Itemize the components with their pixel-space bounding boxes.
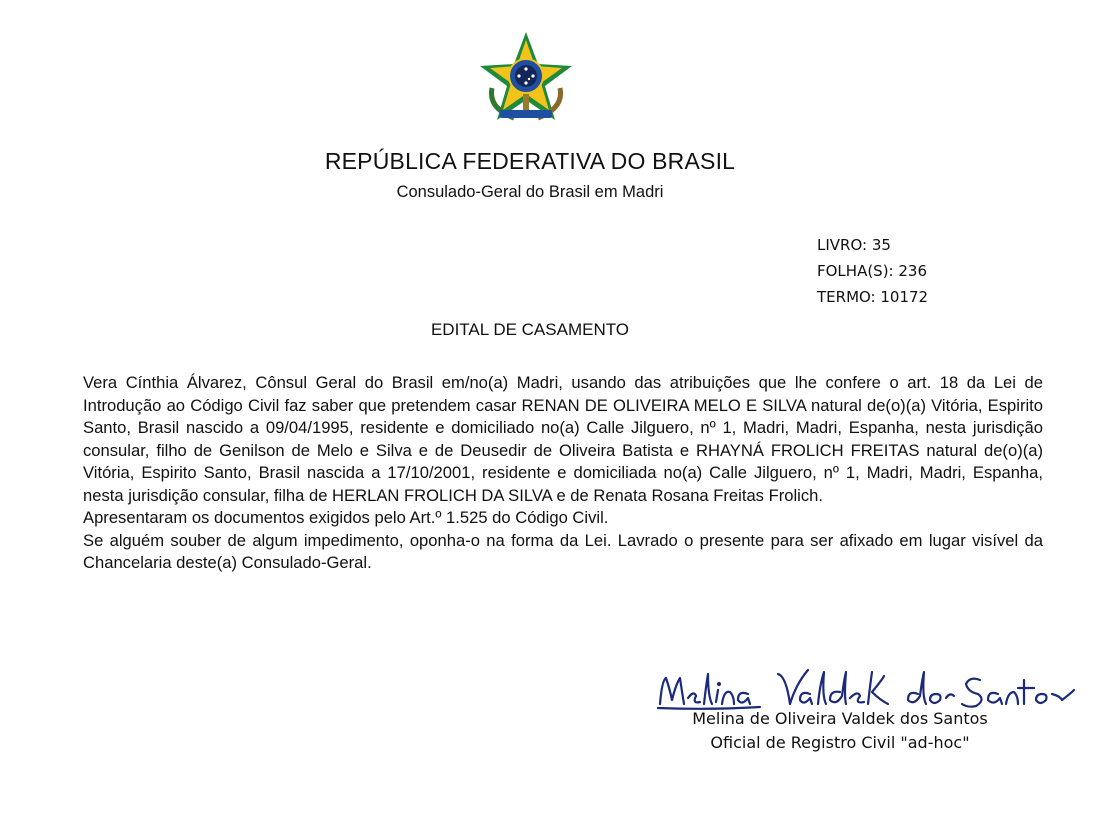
- signer-role: Oficial de Registro Civil "ad-hoc": [710, 733, 970, 752]
- livro-number: LIVRO: 35: [817, 236, 891, 254]
- brazil-coat-of-arms-icon: [478, 30, 574, 126]
- document-body: [83, 372, 1043, 575]
- register-info: [817, 232, 928, 310]
- body-paragraph: Se alguém souber de algum impedimento, oponha-o na forma da Lei. Lavrado o presente para ser afixado em lugar visível da Chancelaria deste(a) Consulado-Geral.: [83, 530, 1043, 572]
- termo-number: TERMO: 10172: [817, 288, 929, 306]
- signer-block: [620, 707, 1060, 755]
- signer-name: Melina de Oliveira Valdek dos Santos: [692, 709, 988, 728]
- folha-number: FOLHA(S): 236: [817, 262, 928, 280]
- republic-heading: REPÚBLICA FEDERATIVA DO BRASIL: [324, 148, 736, 174]
- body-paragraph: Vera Cínthia Álvarez, Cônsul Geral do Brasil em/no(a) Madri, usando das atribuições que lhe confere o art. 18 da Lei de Introdução ao Código Civil faz saber que pretendem casar RENAN DE OLIVEIRA MELO E SILVA natural de(o)(a) Vitória, Espirito Santo, Brasil nascido a 09/04/1995, residente e domiciliado no(a) Calle Jilguero, nº 1, Madri, Madri, Espanha, nesta jurisdição consular, filho de Genilson de Melo e Silva e de Deusedir de Oliveira Batista e RHAYNÁ FROLICH FREITAS natural de(o)(a) Vitória, Espirito Santo, Brasil nascida a 17/10/2001, residente e domiciliada no(a) Calle Jilguero, nº 1, Madri, Madri, Espanha, nesta jurisdição consular, filha de HERLAN FROLICH DA SILVA e de Renata Rosana Freitas Frolich.: [83, 373, 1043, 505]
- consulate-subheading: Consulado-Geral do Brasil em Madri: [396, 183, 664, 201]
- body-paragraph: Apresentaram os documentos exigidos pelo Art.º 1.525 do Código Civil.: [83, 508, 609, 527]
- document-title: EDITAL DE CASAMENTO: [430, 320, 630, 339]
